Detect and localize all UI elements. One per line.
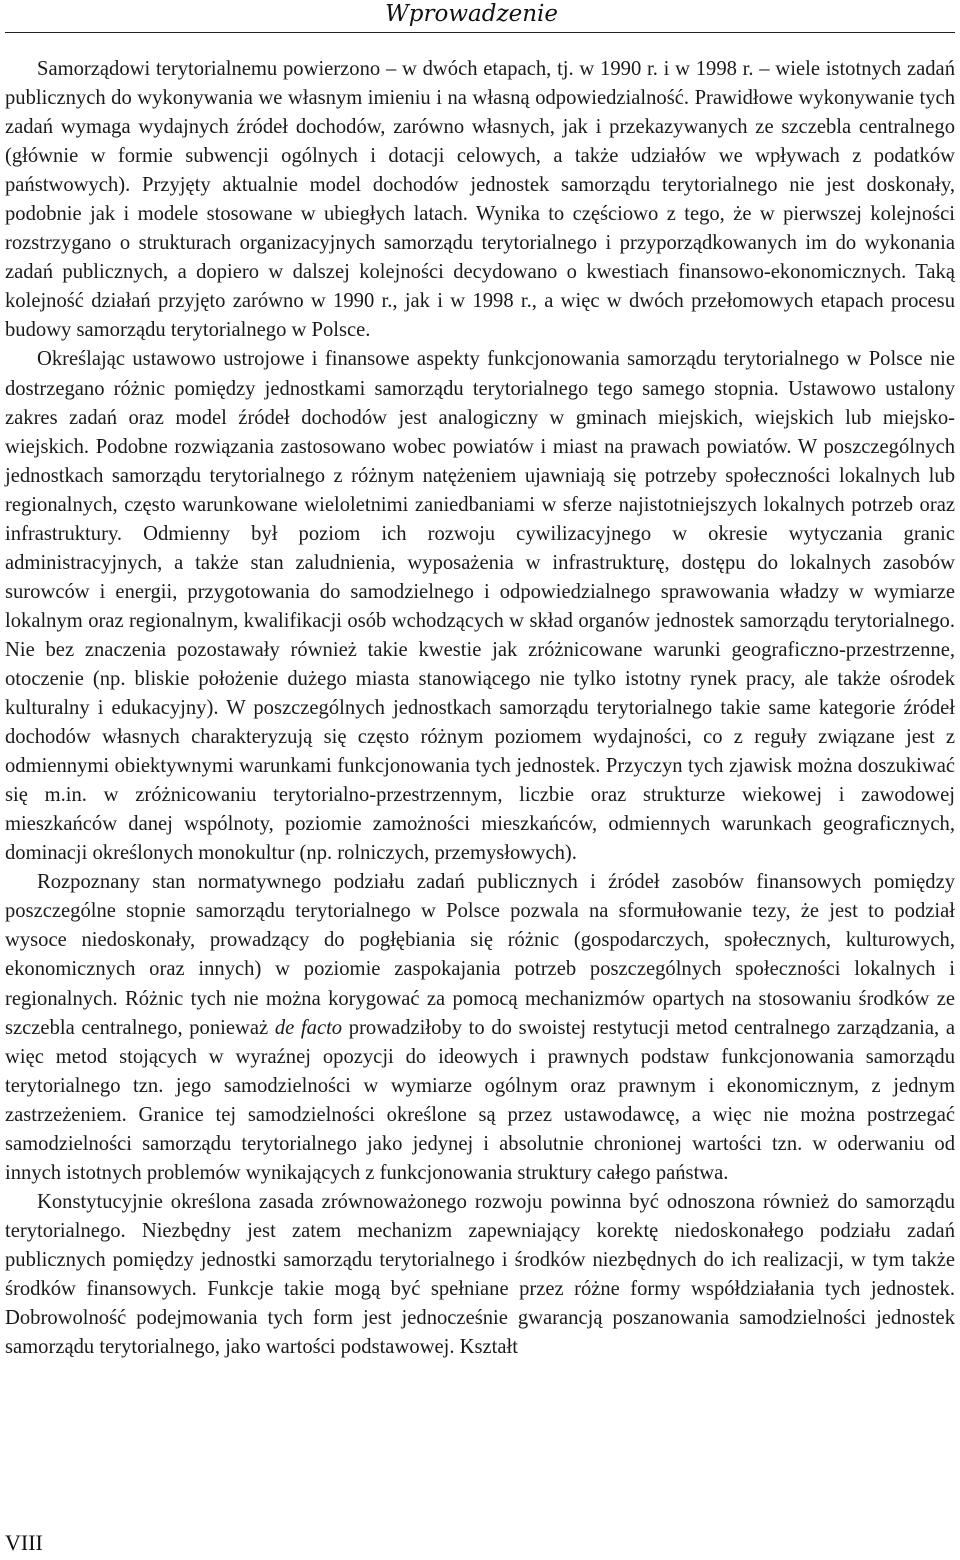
header-rule	[5, 32, 955, 33]
running-header	[0, 0, 960, 30]
paragraph-text: Konstytucyjnie określona zasada zrównoważonego rozwoju powinna być odnoszona również do samorządu terytorialnego. Niezbędny jest zatem mechanizm zapewniający korektę niedoskonałego podziału zadań publicznych pomiędzy jednostki samorządu terytorialnego i środków niezbędnych do ich realizacji, w tym także środków finansowych. Funkcje takie mogą być spełniane przez różne formy współdziałania tych jednostek. Dobrowolność podejmowania tych form jest jednocześnie gwarancją poszanowania samodzielności jednostek samorządu terytorialnego, jako wartości podstawowej. Kształt	[5, 1190, 955, 1359]
paragraph-text: prowadziłoby to do swoistej restytucji metod centralnego zarządzania, a więc metod stojących w wyraźnej opozycji do ideowych i prawnych podstaw funkcjonowania samorządu terytorialnego tzn. jego samodzielności w wymiarze ogólnym oraz prawnym i ekonomicznym, z jednym zastrzeżeniem. Granice tej samodzielności określone są przez ustawodawcę, a więc nie można postrzegać samodzielności samorządu terytorialnego jako jedynej i absolutnie chronionej wartości tzn. w oderwaniu od innych istotnych problemów wynikających z funkcjonowania struktury całego państwa.	[5, 1016, 955, 1184]
body-text	[5, 55, 955, 1362]
paragraph-text: Rozpoznany stan normatywnego podziału zadań publicznych i źródeł zasobów finansowych pomiędzy poszczególne stopnie samorządu terytorialnego w Polsce pozwala na sformułowanie tezy, że jest to podział wysoce niedoskonały, prowadzący do pogłębiania się różnic (gospodarczych, społecznych, kulturowych, ekonomicznych oraz innych) w poziomie zaspokajania potrzeb poszczególnych społeczności lokalnych i regionalnych. Różnic tych nie można korygować za pomocą mechanizmów opartych na stosowaniu środków ze szczebla centralnego, ponieważ	[5, 871, 955, 1039]
paragraph-2	[5, 345, 955, 868]
running-head-title: Wprowadzenie	[385, 1, 558, 27]
paragraph-1	[5, 55, 955, 345]
paragraph-text: Określając ustawowo ustrojowe i finansowe aspekty funkcjonowania samorządu terytorialnego w Polsce nie dostrzegano różnic pomiędzy jednostkami samorządu terytorialnego tego samego stopnia. Ustawowo ustalony zakres zadań oraz model źródeł dochodów jest analogiczny w gminach miejskich, wiejskich lub miejsko-wiejskich. Podobne rozwiązania zastosowano wobec powiatów i miast na prawach powiatów. W poszczególnych jednostkach samorządu terytorialnego z różnym natężeniem ujawniają się potrzeby społeczności lokalnych lub regionalnych, często warunkowane wieloletnimi zaniedbaniami w sferze najistotniejszych lokalnych potrzeb oraz infrastruktury. Odmienny był poziom ich rozwoju cywilizacyjnego w okresie wytyczania granic administracyjnych, a także stan zaludnienia, wyposażenia w infrastrukturę, dostępu do lokalnych zasobów surowców i energii, przygotowania do samodzielnego i odpowiedzialnego sprawowania władzy w wymiarze lokalnym oraz regionalnym, kwalifikacji osób wchodzących w skład organów jednostek samorządu terytorialnego. Nie bez znaczenia pozostawały również takie kwestie jak zróżnicowane warunki geograficzno-przestrzenne, otoczenie (np. bliskie położenie dużego miasta stanowiącego nie tylko istotny rynek pracy, ale także ośrodek kulturalny i edukacyjny). W poszczególnych jednostkach samorządu terytorialnego takie same kategorie źródeł dochodów własnych charakteryzują się często różnym poziomem wydajności, co z reguły związane jest z odmiennymi obiektywnymi warunkami funkcjonowania tych jednostek. Przyczyn tych zjawisk można doszukiwać się m.in. w zróżnicowaniu terytorialno-przestrzennym, liczbie oraz strukturze wiekowej i zawodowej mieszkańców danej wspólnoty, poziomie zamożności mieszkańców, odmiennych warunkach geograficznych, dominacji określonych monokultur (np. rolniczych, przemysłowych).	[5, 348, 955, 865]
paragraph-4	[5, 1188, 955, 1362]
paragraph-text: Samorządowi terytorialnemu powierzono – w dwóch etapach, tj. w 1990 r. i w 1998 r. – wiele istotnych zadań publicznych do wykonywania we własnym imieniu i na własną odpowiedzialność. Prawidłowe wykonywanie tych zadań wymaga wydajnych źródeł dochodów, zarówno własnych, jak i przekazywanych ze szczebla centralnego (głównie w formie subwencji ogólnych i dotacji celowych, a także udziałów we wpływach z podatków państwowych). Przyjęty aktualnie model dochodów jednostek samorządu terytorialnego nie jest doskonały, podobnie jak i modele stosowane w ubiegłych latach. Wynika to częściowo z tego, że w pierwszej kolejności rozstrzygano o strukturach organizacyjnych samorządu terytorialnego i przyporządkowanych im do wykonania zadań publicznych, a dopiero w dalszej kolejności decydowano o kwestiach finansowo-ekonomicznych. Taką kolejność działań przyjęto zarówno w 1990 r., jak i w 1998 r., a więc w dwóch przełomowych etapach procesu budowy samorządu terytorialnego w Polsce.	[5, 58, 955, 342]
paragraph-3	[5, 868, 955, 1188]
page-number: VIII	[5, 1530, 43, 1555]
latin-phrase: de facto	[274, 1016, 343, 1039]
